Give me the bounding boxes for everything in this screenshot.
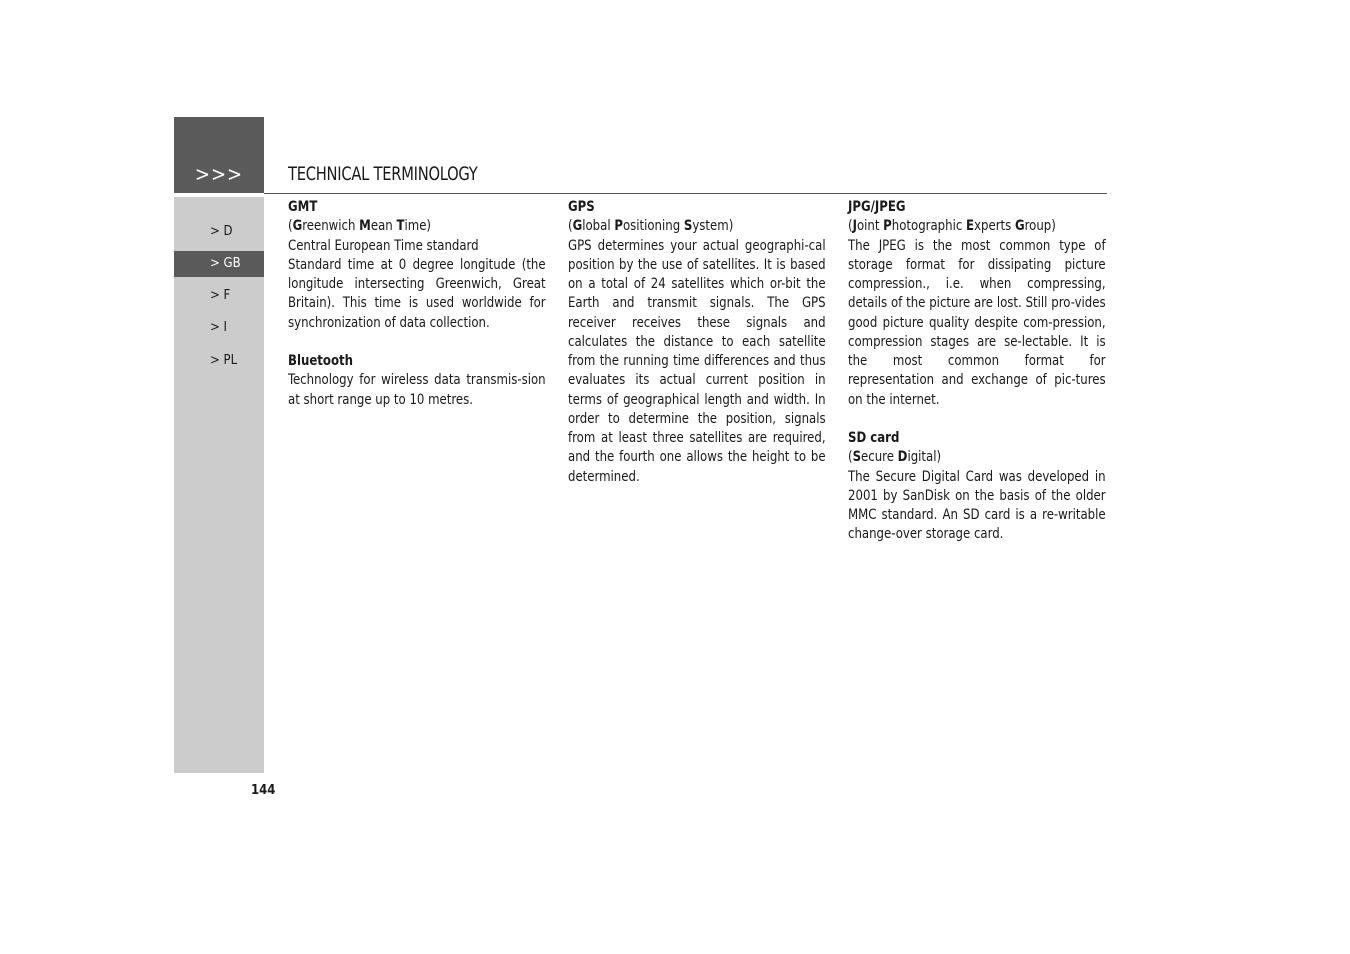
text-gmt-line1: Central European Time standard: [288, 237, 479, 254]
text-bluetooth: Technology for wireless data transmis-sion at short range up to 10 metres.: [288, 372, 546, 408]
sidebar-item-d[interactable]: > D: [210, 224, 233, 239]
term-bluetooth: Bluetooth: [288, 353, 354, 369]
sidebar-item-i[interactable]: > I: [210, 320, 227, 335]
sidebar-item-pl[interactable]: > PL: [210, 353, 238, 368]
term-gmt: GMT: [288, 199, 318, 215]
term-jpg: JPG/JPEG: [848, 199, 906, 215]
sidebar-item-f[interactable]: > F: [210, 288, 231, 303]
column-2: [568, 198, 826, 487]
page-title: TECHNICAL TERMINOLOGY: [288, 163, 478, 185]
abbr-gmt: (Greenwich Mean Time): [288, 218, 432, 235]
text-gmt-body: Standard time at 0 degree longitude (the longitude intersecting Greenwich, Great Britain). This time is used worldwide for synchronization of data collection.: [288, 256, 546, 331]
page-number: 144: [251, 783, 276, 798]
term-gps: GPS: [568, 199, 595, 215]
text-gps: GPS determines your actual geographi-cal position by the use of satellites. It is based on a total of 24 satellites which or-bit the Earth and transmit signals. The GPS receiver receives these signals and calculates the distance to each satellite from the running time differences and thus evaluates its actual current position in terms of geographical length and width. In order to determine the position, signals from at least three satellites are required, and the fourth one allows the height to be determined.: [568, 237, 826, 485]
sidebar-item-gb[interactable]: > GB: [174, 251, 264, 277]
text-jpg: The JPEG is the most common type of storage format for dissipating picture compression., i.e. when compressing, details of the picture are lost. Still pro-vides good picture quality despite com-pression, compression stages are se-lectable. It is the most common format for representation and exchange of pic-tures on the internet.: [848, 237, 1106, 408]
abbr-gps: (Global Positioning System): [568, 218, 734, 235]
column-1: [288, 198, 546, 410]
column-3: [848, 198, 1106, 545]
header-arrows: >>>: [194, 162, 244, 186]
header-divider: [264, 193, 1107, 194]
abbr-sdcard: (Secure Digital): [848, 449, 942, 466]
term-sdcard: SD card: [848, 430, 900, 446]
text-sdcard: The Secure Digital Card was developed in 2001 by SanDisk on the basis of the older MMC standard. An SD card is a re-writable change-over storage card.: [848, 468, 1106, 543]
abbr-jpg: (Joint Photographic Experts Group): [848, 218, 1056, 235]
